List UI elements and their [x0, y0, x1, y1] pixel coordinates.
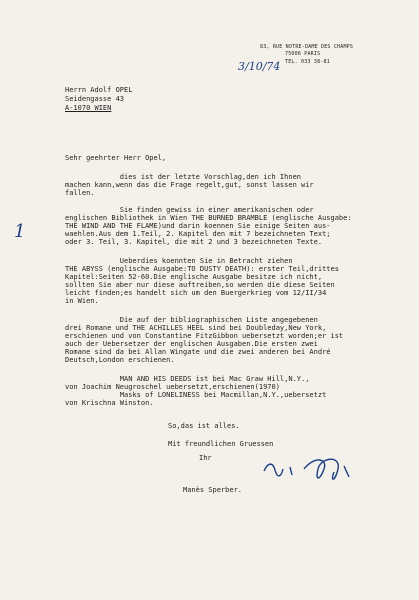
- body-line: oder 3. Teil, 3. Kapitel, die mit 2 und 3 bezeichneten Texte.: [65, 238, 323, 246]
- body-line: englischen Bibliothek in Wien THE BURNED BRAMBLE (englische Ausgabe:: [65, 214, 352, 222]
- body-line: Masks of LONELINESS bei Macmillan,N.Y.,uebersetzt: [65, 391, 327, 399]
- recipient-street: Seidengasse 43: [65, 95, 125, 103]
- letterhead-street: 83, RUE NOTRE-DAME DES CHAMPS: [260, 44, 354, 50]
- body-line: in Wien.: [65, 297, 99, 305]
- handwritten-margin-mark: 1: [14, 221, 26, 242]
- body-line: drei Romane und THE ACHILLES HEEL sind bei Doubleday,New York,: [65, 324, 327, 332]
- body-line: von Krischna Winston.: [65, 399, 154, 407]
- closing-greeting: Mit freundlichen Gruessen: [168, 440, 274, 448]
- body-line: THE ABYSS (englische Ausgabe:TO DUSTY DEATH): erster Teil,drittes: [65, 265, 339, 273]
- recipient-name: Herrn Adolf OPEL: [65, 86, 133, 94]
- body-line: Die auf der bibliographischen Liste angegebenen: [65, 316, 318, 324]
- body-line: sollten Sie aber nur diese auftreiben,so werden die diese Seiten: [65, 281, 335, 289]
- body-line: Kapitel:Seiten 52-60.Die englische Ausgabe besitze ich nicht,: [65, 273, 323, 281]
- body-line: auch der Uebersetzer der englischen Ausgaben.Die ersten zwei: [65, 340, 318, 348]
- body-line: leicht finden;es handelt sich um den Buergerkrieg vom 12/II/34: [65, 289, 327, 297]
- letterhead-city: 75006 PARIS: [285, 51, 321, 57]
- body-line: THE WIND AND THE FLAME)und darin koennen Sie einige Seiten aus-: [65, 222, 331, 230]
- body-line: machen kann,wenn das die Frage regelt,gut, sonst lassen wir: [65, 181, 314, 189]
- body-line: waehlen.Aus dem 1.Teil, 2. Kapitel den mit 7 bezeichneten Text;: [65, 230, 331, 238]
- recipient-city: A-1070 WIEN: [65, 104, 112, 112]
- letterhead-phone: TEL. 033 38-81: [285, 59, 330, 65]
- salutation: Sehr geehrter Herr Opel,: [65, 154, 167, 162]
- signatory-name: Manès Sperber.: [183, 486, 243, 494]
- closing-ihr: Ihr: [199, 454, 212, 462]
- body-line: dies ist der letzte Vorschlag,den ich Ihnen: [65, 173, 302, 181]
- body-line: Romane sind da bei Allan Wingate und die zwei anderen bei André: [65, 348, 331, 356]
- body-line: fallen.: [65, 189, 95, 197]
- body-line: Deutsch,London erschienen.: [65, 356, 175, 364]
- body-line: erschienen und von Constantine FitzGibbon uebersetzt worden;er ist: [65, 332, 344, 340]
- handwritten-signature: [260, 447, 370, 487]
- body-line: Sie finden gewiss in einer amerikanischen oder: [65, 206, 314, 214]
- body-line: MAN AND HIS DEEDS ist bei Mac Graw Hill,N.Y.,: [65, 375, 310, 383]
- body-line: Ueberdies koennten Sie in Betracht ziehen: [65, 257, 293, 265]
- handwritten-date: 3/10/74: [238, 60, 281, 73]
- body-line: von Joachim Neugroschel uebersetzt,erschienen(1970): [65, 383, 280, 391]
- closing-line: So,das ist alles.: [168, 422, 240, 430]
